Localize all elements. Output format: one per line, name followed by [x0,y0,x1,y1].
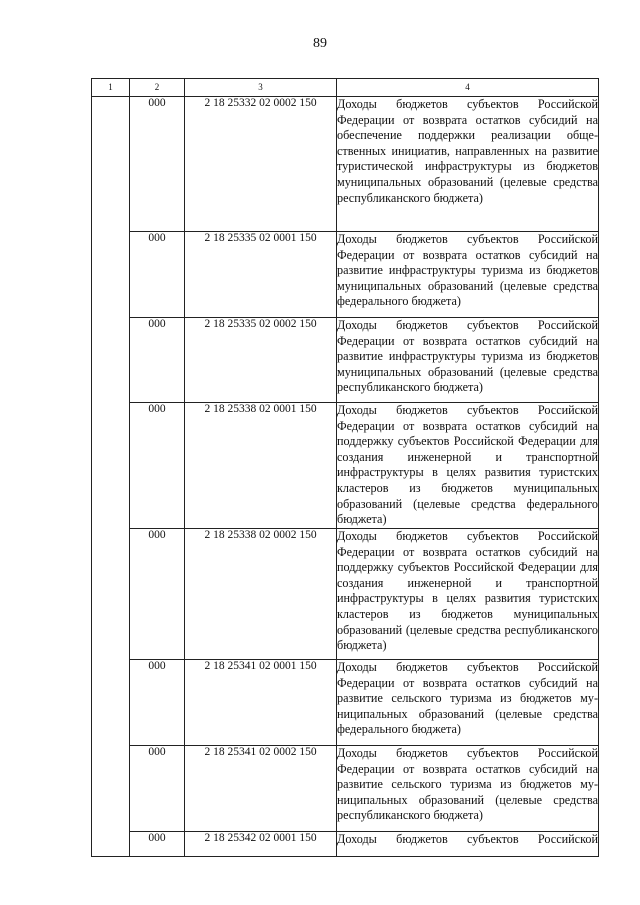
column-number-2: 2 [130,79,185,97]
income-name-cell: Доходы бюджетов субъектов Российской Федерации от возврата остатков субсидий на обеспечение поддержки реализации общественных инициатив, направленных на развитие туристической инфраструктуры из бюджетов муниципальных образований (целевые средства республиканского бюджета) [337,97,599,232]
column-number-row [92,79,599,97]
admin-code-cell: 000 [130,832,185,857]
budget-code-cell: 2 18 25335 02 0001 150 [185,232,337,318]
admin-code-cell: 000 [130,232,185,318]
table-row [92,232,599,318]
table-row [92,97,599,232]
column-number-4: 4 [337,79,599,97]
budget-code-cell: 2 18 25338 02 0001 150 [185,403,337,529]
admin-code-cell: 000 [130,529,185,660]
page-number: 89 [313,36,327,51]
income-name-cell: Доходы бюджетов субъектов Российской Федерации от возврата остатков субсидий на развитие сельского туризма из бюджетов муниципальных образований (целевые средства федерального бюджета) [337,660,599,746]
table-row [92,318,599,403]
column-number-3: 3 [185,79,337,97]
table-row [92,660,599,746]
table-row [92,746,599,832]
income-name-cell: Доходы бюджетов субъектов Российской Федерации от возврата остатков субсидий на развитие инфраструктуры туризма из бюджетов муниципальных образований (целевые средства республиканского бюджета) [337,318,599,403]
table-row [92,403,599,529]
empty-column-1 [92,97,130,857]
income-name-cell: Доходы бюджетов субъектов Российской Федерации от возврата остатков субсидий на развитие инфраструктуры туризма из бюджетов муниципальных образований (целевые средства федерального бюджета) [337,232,599,318]
admin-code-cell: 000 [130,318,185,403]
income-name-cell: Доходы бюджетов субъектов Российской Федерации от возврата остатков субсидий на развитие сельского туризма из бюджетов муниципальных образований (целевые средства республиканского бюджета) [337,746,599,832]
budget-code-cell: 2 18 25341 02 0002 150 [185,746,337,832]
admin-code-cell: 000 [130,403,185,529]
admin-code-cell: 000 [130,660,185,746]
budget-code-cell: 2 18 25332 02 0002 150 [185,97,337,232]
budget-code-cell: 2 18 25341 02 0001 150 [185,660,337,746]
column-number-1: 1 [92,79,130,97]
budget-code-cell: 2 18 25342 02 0001 150 [185,832,337,857]
table-row [92,832,599,857]
budget-code-cell: 2 18 25335 02 0002 150 [185,318,337,403]
income-name-cell: Доходы бюджетов субъектов Российской [337,832,599,857]
admin-code-cell: 000 [130,746,185,832]
table-row [92,529,599,660]
income-name-cell: Доходы бюджетов субъектов Российской Федерации от возврата остатков субсидий на поддержку субъектов Российской Федерации для создания инженерной и транспортной инфраструктуры в целях развития туристских кластеров из бюджетов муниципальных образований (целевые средства федерального бюджета) [337,403,599,529]
budget-code-cell: 2 18 25338 02 0002 150 [185,529,337,660]
budget-codes-table [91,78,599,857]
admin-code-cell: 000 [130,97,185,232]
income-name-cell: Доходы бюджетов субъектов Российской Федерации от возврата остатков субсидий на поддержку субъектов Российской Федерации для создания инженерной и транспортной инфраструктуры в целях развития туристских кластеров из бюджетов муниципальных образований (целевые средства республиканского бюджета) [337,529,599,660]
